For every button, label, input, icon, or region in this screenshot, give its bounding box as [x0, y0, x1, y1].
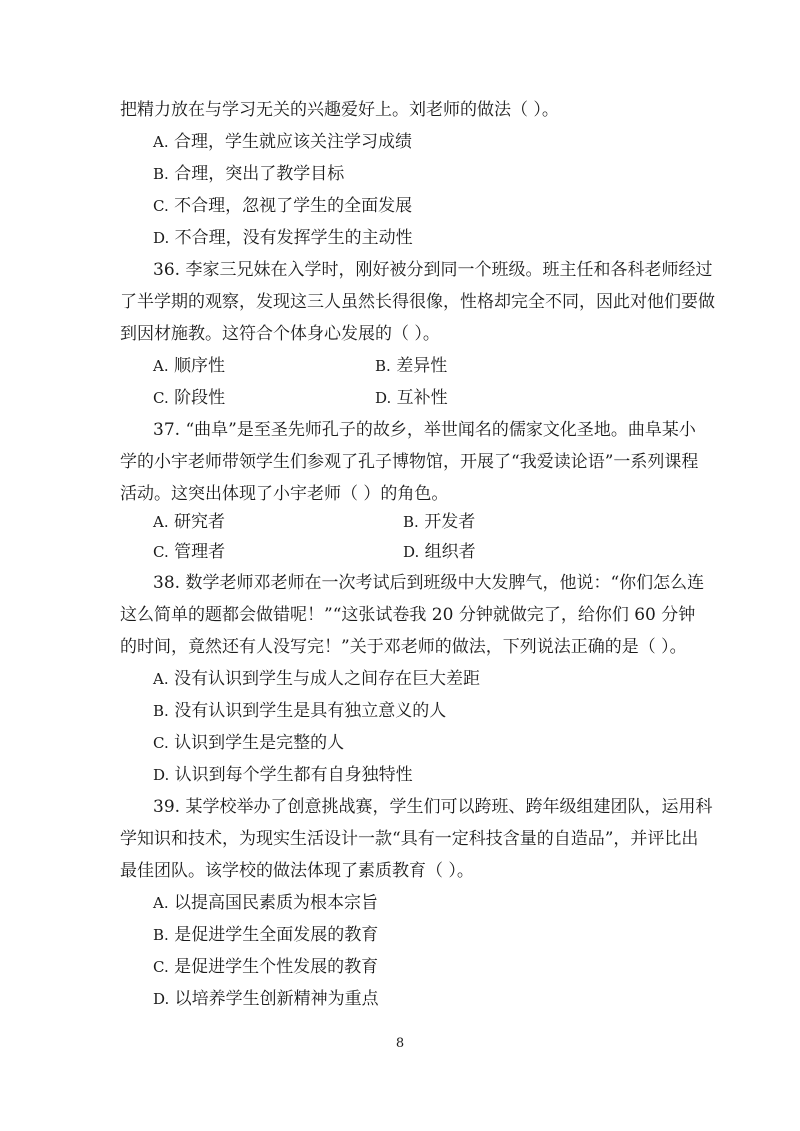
option-label: B. — [403, 513, 419, 531]
q36-option-c — [153, 386, 225, 410]
option-label: A. — [153, 513, 169, 531]
q39-option-a — [153, 891, 378, 915]
option-label: B. — [153, 165, 169, 183]
q38-option-c — [153, 731, 344, 755]
q37-option-b — [403, 510, 475, 534]
option-text: 差异性 — [396, 356, 448, 376]
q35-option-c — [153, 194, 412, 218]
q37-option-d — [403, 540, 476, 564]
option-label: D. — [153, 766, 170, 784]
q38-option-b — [153, 699, 446, 723]
question-37-text-line: 37. “曲阜”是至圣先师孔子的故乡，举世闻名的儒家文化圣地。曲阜某小 — [153, 420, 696, 440]
option-text: 管理者 — [174, 542, 226, 562]
option-label: D. — [375, 389, 392, 407]
q39-option-d — [153, 987, 379, 1011]
question-38-text-line: 38. 数学老师邓老师在一次考试后到班级中大发脾气，他说：“你们怎么连 — [153, 573, 705, 593]
option-text: 没有认识到学生是具有独立意义的人 — [174, 701, 447, 721]
option-text: 以培养学生创新精神为重点 — [174, 989, 379, 1009]
option-label: C. — [153, 197, 169, 215]
option-label: C. — [153, 389, 169, 407]
option-label: B. — [153, 702, 169, 720]
question-36-text-line: 了半学期的观察，发现这三人虽然长得很像，性格却完全不同，因此对他们要做 — [120, 292, 715, 312]
q35-option-b — [153, 162, 344, 186]
option-label: B. — [375, 357, 391, 375]
question-35-text-line: 把精力放在与学习无关的兴趣爱好上。刘老师的做法（ ）。 — [120, 100, 559, 120]
option-label: A. — [153, 894, 169, 912]
option-text: 以提高国民素质为根本宗旨 — [174, 893, 379, 913]
q36-option-a — [153, 354, 225, 378]
q39-option-c — [153, 955, 378, 979]
q35-option-a — [153, 130, 412, 154]
question-38-text-line: 的时间，竟然还有人没写完！”关于邓老师的做法，下列说法正确的是（ ）。 — [120, 637, 687, 657]
option-label: A. — [153, 670, 169, 688]
page-number: 8 — [395, 1036, 405, 1051]
option-label: D. — [403, 543, 420, 561]
q37-option-a — [153, 510, 225, 534]
q35-option-d — [153, 226, 413, 250]
option-label: C. — [153, 958, 169, 976]
option-label: A. — [153, 357, 169, 375]
option-text: 阶段性 — [174, 388, 226, 408]
option-text: 认识到学生是完整的人 — [174, 733, 345, 753]
option-text: 顺序性 — [174, 356, 226, 376]
option-label: D. — [153, 990, 170, 1008]
option-text: 没有认识到学生与成人之间存在巨大差距 — [174, 669, 481, 689]
q39-option-b — [153, 923, 378, 947]
option-text: 开发者 — [424, 512, 476, 532]
option-text: 是促进学生全面发展的教育 — [174, 925, 379, 945]
option-text: 不合理，忽视了学生的全面发展 — [174, 196, 413, 216]
option-label: C. — [153, 543, 169, 561]
question-39-text-line: 39. 某学校举办了创意挑战赛，学生们可以跨班、跨年级组建团队，运用科 — [153, 797, 713, 817]
question-37-text-line: 学的小宇老师带领学生们参观了孔子博物馆，开展了“我爱读论语”一系列课程 — [120, 452, 699, 472]
q37-option-c — [153, 540, 225, 564]
option-label: D. — [153, 229, 170, 247]
q38-option-a — [153, 667, 480, 691]
option-text: 互补性 — [396, 388, 448, 408]
question-38-text-line: 这么简单的题都会做错呢！”“这张试卷我 20 分钟就做完了，给你们 60 分钟 — [120, 605, 696, 625]
question-39-text-line: 学知识和技术，为现实生活设计一款“具有一定科技含量的自造品”，并评比出 — [120, 829, 699, 849]
question-39-text-line: 最佳团队。该学校的做法体现了素质教育（ ）。 — [120, 861, 474, 881]
option-text: 组织者 — [424, 542, 476, 562]
option-text: 认识到每个学生都有自身独特性 — [174, 765, 413, 785]
option-text: 是促进学生个性发展的教育 — [174, 957, 379, 977]
option-text: 合理，突出了教学目标 — [174, 164, 345, 184]
question-37-text-line: 活动。这突出体现了小宇老师（ ）的角色。 — [120, 484, 449, 504]
option-text: 不合理，没有发挥学生的主动性 — [174, 228, 413, 248]
question-36-text-line: 到因材施教。这符合个体身心发展的（ ）。 — [120, 324, 440, 344]
option-label: A. — [153, 133, 169, 151]
q38-option-d — [153, 763, 413, 787]
option-label: C. — [153, 734, 169, 752]
q36-option-d — [375, 386, 448, 410]
option-label: B. — [153, 926, 169, 944]
option-text: 研究者 — [174, 512, 226, 532]
question-36-text-line: 36. 李家三兄妹在入学时，刚好被分到同一个班级。班主任和各科老师经过 — [153, 260, 713, 280]
q36-option-b — [375, 354, 447, 378]
option-text: 合理，学生就应该关注学习成绩 — [174, 132, 413, 152]
